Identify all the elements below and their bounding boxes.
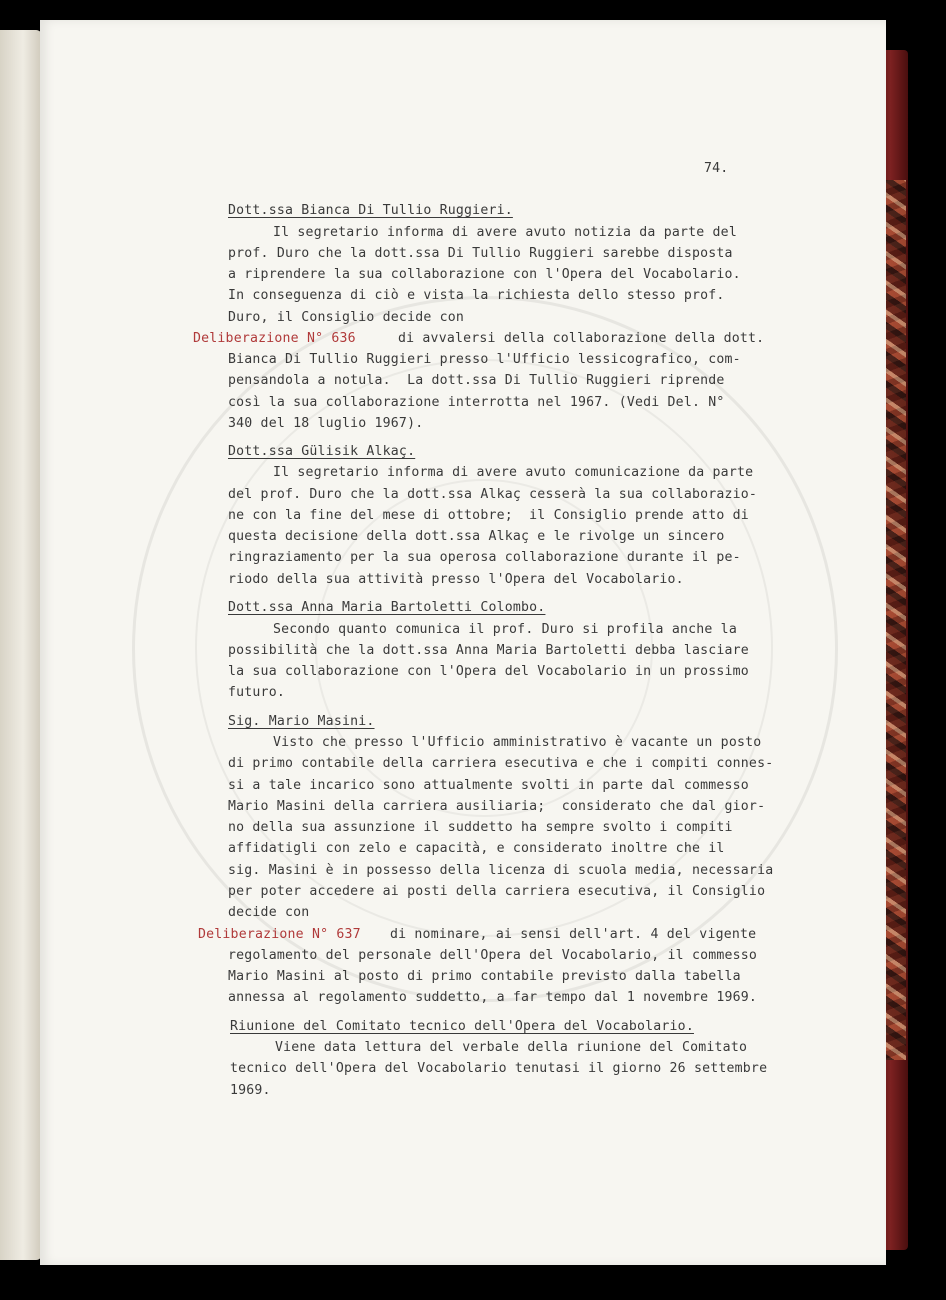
- text-line: Il segretario informa di avere avuto comunicazione da parte: [273, 465, 754, 480]
- text-line: Il segretario informa di avere avuto notizia da parte del: [273, 225, 737, 240]
- text-line: In conseguenza di ciò e vista la richiesta dello stesso prof.: [228, 288, 725, 303]
- text-line: Viene data lettura del verbale della riunione del Comitato: [275, 1040, 748, 1055]
- text-line: questa decisione della dott.ssa Alkaç e le rivolge un sincero: [228, 529, 725, 544]
- section-heading: Dott.ssa Anna Maria Bartoletti Colombo.: [228, 600, 546, 615]
- text-line: Mario Masini al posto di primo contabile previsto dalla tabella: [228, 969, 741, 984]
- text-line: annessa al regolamento suddetto, a far tempo dal 1 novembre 1969.: [228, 990, 758, 1005]
- section-heading: Riunione del Comitato tecnico dell'Opera del Vocabolario.: [230, 1019, 694, 1034]
- text-line: pensandola a notula. La dott.ssa Di Tullio Ruggieri riprende: [228, 373, 725, 388]
- section-heading: Sig. Mario Masini.: [228, 714, 375, 729]
- text-line: ringraziamento per la sua operosa collaborazione durante il pe-: [228, 550, 741, 565]
- text-line: decide con: [228, 905, 310, 920]
- text-line: affidatigli con zelo e capacità, e considerato inoltre che il: [228, 841, 725, 856]
- text-line: Visto che presso l'Ufficio amministrativo è vacante un posto: [273, 735, 762, 750]
- text-line: riodo della sua attività presso l'Opera del Vocabolario.: [228, 572, 684, 587]
- text-line: Secondo quanto comunica il prof. Duro si profila anche la: [273, 622, 737, 637]
- text-line: di avvalersi della collaborazione della dott.: [398, 331, 765, 346]
- text-line: 340 del 18 luglio 1967).: [228, 416, 424, 431]
- text-line: così la sua collaborazione interrotta nel 1967. (Vedi Del. N°: [228, 395, 725, 410]
- text-line: a riprendere la sua collaborazione con l'Opera del Vocabolario.: [228, 267, 741, 282]
- text-line: di nominare, ai sensi dell'art. 4 del vigente: [390, 927, 757, 942]
- text-line: Duro, il Consiglio decide con: [228, 310, 465, 325]
- page-number: 74.: [704, 161, 729, 176]
- text-line: Mario Masini della carriera ausiliaria; considerato che dal gior-: [228, 799, 766, 814]
- text-line: regolamento del personale dell'Opera del Vocabolario, il commesso: [228, 948, 758, 963]
- text-line: 1969.: [230, 1083, 271, 1098]
- section-heading: Dott.ssa Bianca Di Tullio Ruggieri.: [228, 203, 513, 218]
- text-line: sig. Masini è in possesso della licenza di scuola media, necessaria: [228, 863, 774, 878]
- deliberation-label: Deliberazione N° 637: [198, 927, 361, 942]
- text-line: di primo contabile della carriera esecutiva e che i compiti connes-: [228, 756, 774, 771]
- text-line: ne con la fine del mese di ottobre; il Consiglio prende atto di: [228, 508, 749, 523]
- deliberation-label: Deliberazione N° 636: [193, 331, 356, 346]
- text-line: si a tale incarico sono attualmente svolti in parte dal commesso: [228, 778, 749, 793]
- text-line: la sua collaborazione con l'Opera del Vocabolario in un prossimo: [228, 664, 749, 679]
- text-line: prof. Duro che la dott.ssa Di Tullio Ruggieri sarebbe disposta: [228, 246, 733, 261]
- section-heading: Dott.ssa Gülisik Alkaç.: [228, 444, 416, 459]
- text-line: del prof. Duro che la dott.ssa Alkaç cesserà la sua collaborazio-: [228, 487, 758, 502]
- text-line: Bianca Di Tullio Ruggieri presso l'Ufficio lessicografico, com-: [228, 352, 741, 367]
- text-line: no della sua assunzione il suddetto ha sempre svolto i compiti: [228, 820, 733, 835]
- text-line: tecnico dell'Opera del Vocabolario tenutasi il giorno 26 settembre: [230, 1061, 768, 1076]
- text-line: per poter accedere ai posti della carriera esecutiva, il Consiglio: [228, 884, 766, 899]
- text-line: possibilità che la dott.ssa Anna Maria Bartoletti debba lasciare: [228, 643, 749, 658]
- text-line: futuro.: [228, 685, 285, 700]
